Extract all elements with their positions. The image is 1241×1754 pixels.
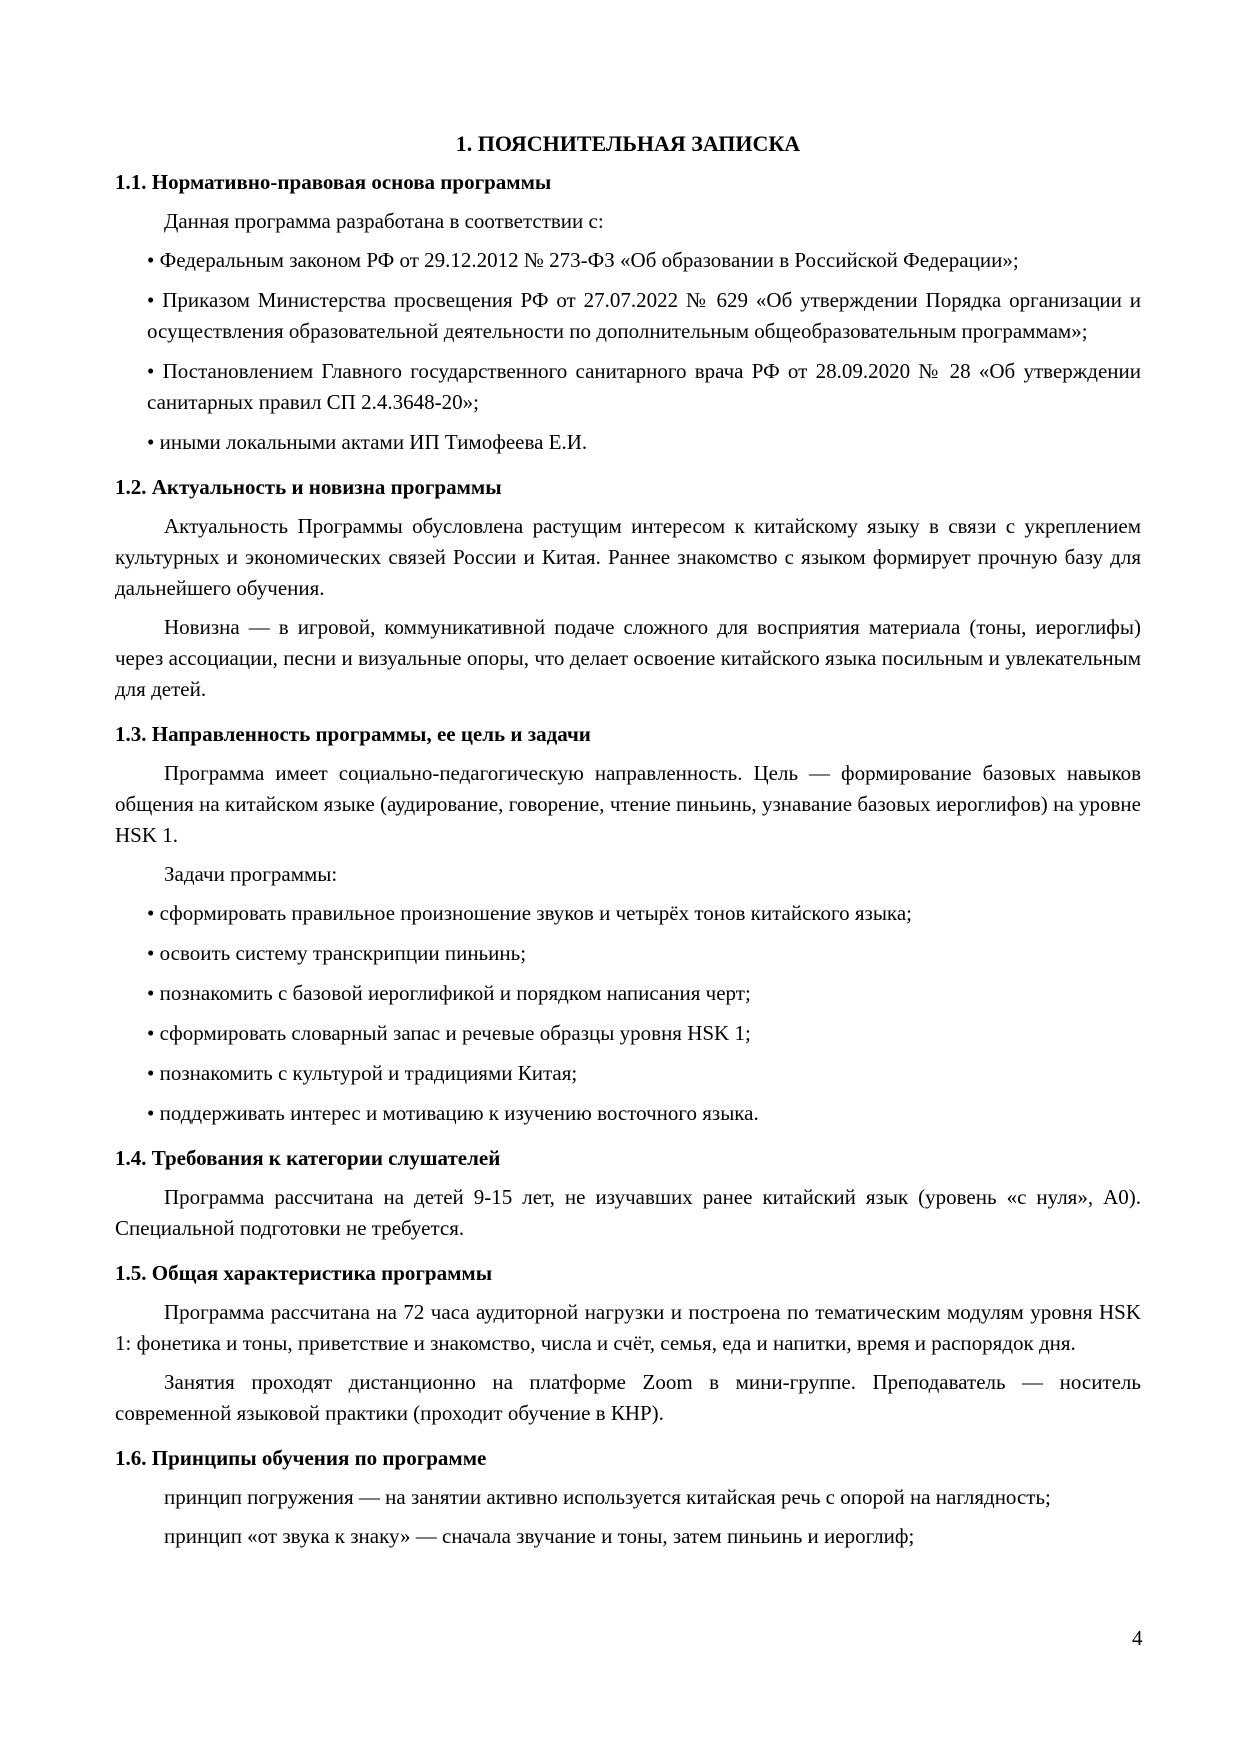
list-item: • познакомить с культурой и традициями Китая; [147,1058,1141,1089]
page-number: 4 [1132,1626,1143,1650]
paragraph: принцип «от звука к знаку» — сначала звучание и тоны, затем пиньинь и иероглиф; [164,1524,915,1548]
list-item: • сформировать правильное произношение звуков и четырёх тонов китайского языка; [147,898,1141,929]
list-item: • Приказом Министерства просвещения РФ от 27.07.2022 № 629 «Об утверждении Порядка организации и осуществления образовательной деятельности по дополнительным общеобразовательным программам»; [147,285,1141,347]
paragraph: Новизна — в игровой, коммуникативной подаче сложного для восприятия материала (тоны, иероглифы) через ассоциации, песни и визуальные опоры, что делает освоение китайского языка посильным и увлекательным для детей. [115,615,1141,701]
section-1-1-intro: Данная программа разработана в соответствии с: [164,209,604,233]
section-1-1-list [115,245,1141,458]
list-item: • освоить систему транскрипции пиньинь; [147,938,1141,969]
section-heading-1-1: 1.1. Нормативно-правовая основа программы [115,170,552,194]
list-item: • Федеральным законом РФ от 29.12.2012 № 273-ФЗ «Об образовании в Российской Федерации»; [147,245,1141,276]
list-item: • сформировать словарный запас и речевые образцы уровня HSK 1; [147,1018,1141,1049]
paragraph: Занятия проходят дистанционно на платформе Zoom в мини-группе. Преподаватель — носитель современной языковой практики (проходит обучение в КНР). [115,1370,1141,1425]
paragraph: Программа рассчитана на детей 9-15 лет, не изучавших ранее китайский язык (уровень «с нуля», А0). Специальной подготовки не требуется. [115,1185,1141,1240]
section-1-3-list [115,898,1141,1129]
paragraph: Задачи программы: [164,862,338,886]
section-heading-1-2: 1.2. Актуальность и новизна программы [115,475,502,499]
list-item: • Постановлением Главного государственного санитарного врача РФ от 28.09.2020 № 28 «Об утверждении санитарных правил СП 2.4.3648-20»; [147,356,1141,418]
section-heading-1-4: 1.4. Требования к категории слушателей [115,1146,501,1170]
paragraph: Актуальность Программы обусловлена растущим интересом к китайскому языку в связи с укреплением культурных и экономических связей России и Китая. Раннее знакомство с языком формирует прочную базу для дальнейшего обучения. [115,514,1141,600]
document-page [115,128,1141,1560]
section-heading-1-3: 1.3. Направленность программы, ее цель и задачи [115,722,591,746]
section-heading-1-6: 1.6. Принципы обучения по программе [115,1446,487,1470]
list-item: • поддерживать интерес и мотивацию к изучению восточного языка. [147,1098,1141,1129]
page-title: 1. ПОЯСНИТЕЛЬНАЯ ЗАПИСКА [455,131,801,156]
paragraph: Программа рассчитана на 72 часа аудиторной нагрузки и построена по тематическим модулям уровня HSK 1: фонетика и тоны, приветствие и знакомство, числа и счёт, семья, еда и напитки, время и распорядок дня. [115,1300,1141,1355]
list-item: • познакомить с базовой иероглификой и порядком написания черт; [147,978,1141,1009]
section-heading-1-5: 1.5. Общая характеристика программы [115,1261,493,1285]
paragraph: Программа имеет социально-педагогическую направленность. Цель — формирование базовых навыков общения на китайском языке (аудирование, говорение, чтение пиньинь, узнавание базовых иероглифов) на уровне HSK 1. [115,761,1141,847]
list-item: • иными локальными актами ИП Тимофеева Е.И. [147,427,1141,458]
paragraph: принцип погружения — на занятии активно используется китайская речь с опорой на наглядность; [164,1485,1051,1509]
